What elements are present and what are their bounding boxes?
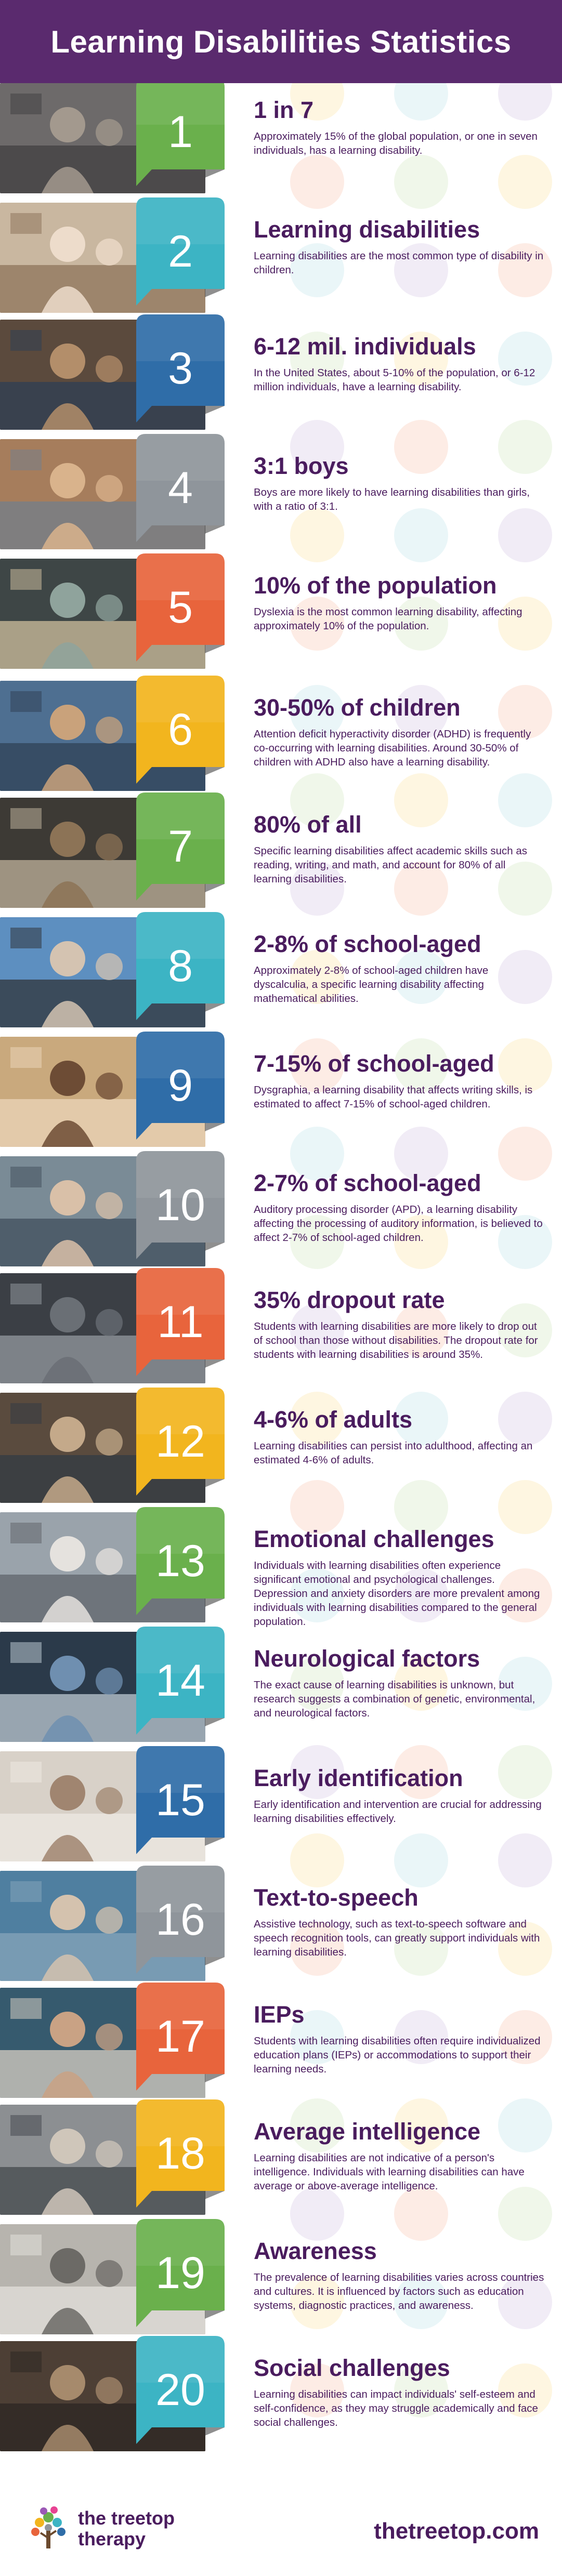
- page-header: [0, 0, 562, 83]
- stat-item: [0, 314, 562, 435]
- stat-item: [0, 1268, 562, 1389]
- badge-number: 17: [155, 2011, 205, 2062]
- stat-text: [254, 217, 544, 277]
- number-badge: [136, 676, 225, 784]
- stat-description: Auditory processing disorder (APD), a learning disability affecting the processing of auditory information, is believed to affect 2-7% of school-aged children.: [254, 1204, 543, 1244]
- number-badge: [136, 1032, 225, 1140]
- stat-title: 4-6% of adults: [254, 1406, 413, 1433]
- stat-text: [254, 1171, 544, 1245]
- number-badge: [136, 792, 225, 901]
- stat-description: The prevalence of learning disabilities varies across countries and cultures. It is influenced by factors such as education systems, diagnostic practices, and awareness.: [254, 2271, 544, 2312]
- stat-item: [0, 676, 562, 796]
- stat-title: 6-12 mil. individuals: [254, 333, 476, 360]
- brand-line-2: therapy: [78, 2528, 146, 2549]
- stat-text: [254, 932, 544, 1006]
- badge-number: 2: [168, 226, 193, 276]
- stat-text: [254, 1646, 544, 1720]
- stat-title: Text-to-speech: [254, 1884, 419, 1911]
- stat-description: Approximately 2-8% of school-aged children have dyscalculia, a specific learning disability affecting mathematical abilities.: [254, 965, 489, 1005]
- badge-number: 5: [168, 582, 193, 632]
- stat-item: [0, 912, 562, 1033]
- stat-title: 10% of the population: [254, 572, 497, 599]
- stat-title: Early identification: [254, 1765, 463, 1791]
- stat-text: [254, 2002, 544, 2076]
- number-badge: [136, 1268, 225, 1376]
- stat-title: 3:1 boys: [254, 453, 349, 479]
- badge-number: 15: [155, 1775, 205, 1825]
- brand-name: [78, 2508, 175, 2549]
- stat-item: [0, 792, 562, 913]
- badge-number: 10: [155, 1180, 205, 1230]
- stat-item: [0, 197, 562, 318]
- stat-text: [254, 2356, 544, 2429]
- stat-description: Individuals with learning disabilities often experience significant emotional and psychological challenges. Depression and anxiety disorders are more prevalent among individuals with learning disabilities compared to the general population.: [254, 1560, 540, 1628]
- number-badge: [136, 1507, 225, 1615]
- stat-description: Specific learning disabilities affect academic skills such as reading, writing, and math, and account for 80% of all learning disabilities.: [254, 845, 528, 886]
- badge-number: 6: [168, 704, 193, 755]
- page-title: Learning Disabilities Statistics: [50, 24, 512, 59]
- stat-description: Attention deficit hyperactivity disorder (ADHD) is frequently co-occurring with learning disabilities. Around 30-50% of children with ADHD also have a learning disability.: [254, 728, 531, 769]
- stat-item: [0, 2219, 562, 2340]
- stat-description: Dyslexia is the most common learning disability, affecting approximately 10% of the population.: [254, 606, 522, 632]
- badge-number: 13: [155, 1536, 205, 1586]
- stat-item: [0, 1507, 562, 1628]
- stat-text: [254, 98, 544, 157]
- stat-item: [0, 2336, 562, 2456]
- website-link[interactable]: thetreetop.com: [374, 2518, 539, 2544]
- stat-title: Neurological factors: [254, 1645, 480, 1672]
- number-badge: [136, 2219, 225, 2327]
- stat-title: Average intelligence: [254, 2118, 481, 2145]
- badge-number: 7: [168, 821, 193, 871]
- badge-number: 9: [168, 1060, 193, 1111]
- stat-title: 1 in 7: [254, 97, 314, 123]
- number-badge: [136, 2336, 225, 2444]
- stat-text: [254, 2239, 544, 2313]
- stat-description: Learning disabilities are not indicative of a person's intelligence. Individuals with learning disabilities can have average or above-average intelligence.: [254, 2152, 525, 2192]
- stat-text: [254, 1527, 544, 1629]
- badge-number: 4: [168, 463, 193, 513]
- badge-number: 20: [155, 2364, 205, 2415]
- tree-logo-icon: [25, 2502, 72, 2554]
- stat-title: Social challenges: [254, 2355, 450, 2381]
- stat-text: [254, 1885, 544, 1959]
- number-badge: [136, 434, 225, 542]
- stat-text: [254, 1407, 544, 1467]
- number-badge: [136, 1866, 225, 1974]
- stat-item: [0, 2099, 562, 2220]
- stat-item: [0, 1032, 562, 1152]
- number-badge: [136, 1388, 225, 1496]
- stat-title: Learning disabilities: [254, 216, 480, 243]
- stat-item: [0, 434, 562, 554]
- number-badge: [136, 1627, 225, 1735]
- stat-description: In the United States, about 5-10% of the population, or 6-12 million individuals, have a learning disability.: [254, 367, 535, 393]
- stat-item: [0, 1746, 562, 1867]
- stat-text: [254, 695, 544, 769]
- number-badge: [136, 553, 225, 662]
- stat-text: [254, 812, 544, 886]
- stat-title: 35% dropout rate: [254, 1287, 445, 1313]
- stat-description: Students with learning disabilities often require individualized education plans (IEPs) or accommodations to support their learning needs.: [254, 2035, 541, 2076]
- stat-description: Learning disabilities can impact individuals' self-esteem and self-confidence, as they may struggle academically and face social challenges.: [254, 2388, 538, 2429]
- stat-item: [0, 1983, 562, 2103]
- number-badge: [136, 1746, 225, 1854]
- stat-title: Awareness: [254, 2238, 377, 2264]
- stat-title: Emotional challenges: [254, 1526, 494, 1552]
- stat-item: [0, 78, 562, 199]
- number-badge: [136, 912, 225, 1020]
- badge-number: 18: [155, 2128, 205, 2178]
- stat-item: [0, 1866, 562, 1986]
- badge-number: 11: [157, 1297, 204, 1347]
- badge-number: 12: [155, 1416, 205, 1467]
- number-badge: [136, 1151, 225, 1259]
- stat-description: Dysgraphia, a learning disability that affects writing skills, is estimated to affect 7-15% of school-aged children.: [254, 1084, 533, 1111]
- stat-title: 80% of all: [254, 811, 362, 838]
- stat-description: Assistive technology, such as text-to-speech software and speech recognition tools, can greatly support individuals with learning disabilities.: [254, 1918, 540, 1959]
- stat-description: Early identification and intervention are crucial for addressing learning disabilities effectively.: [254, 1799, 542, 1825]
- stat-text: [254, 334, 544, 394]
- number-badge: [136, 1983, 225, 2091]
- badge-number: 14: [155, 1655, 205, 1706]
- badge-number: 1: [168, 107, 193, 157]
- stat-text: [254, 573, 544, 633]
- stat-text: [254, 454, 544, 513]
- number-badge: [136, 2099, 225, 2208]
- stat-description: The exact cause of learning disabilities is unknown, but research suggests a combination of genetic, environmental, and neurological factors.: [254, 1679, 535, 1720]
- badge-number: 19: [155, 2248, 205, 2298]
- stat-description: Learning disabilities are the most common type of disability in children.: [254, 250, 544, 276]
- stat-item: [0, 1388, 562, 1508]
- stat-text: [254, 2119, 544, 2193]
- stat-description: Approximately 15% of the global population, or one in seven individuals, has a learning disability.: [254, 130, 538, 157]
- badge-number: 16: [155, 1894, 205, 1945]
- number-badge: [136, 197, 225, 306]
- stat-text: [254, 1051, 544, 1111]
- stat-description: Students with learning disabilities are more likely to drop out of school than those without disabilities. The dropout rate for students with learning disabilities is around 35%.: [254, 1320, 538, 1361]
- stat-item: [0, 1151, 562, 1272]
- stat-description: Boys are more likely to have learning disabilities than girls, with a ratio of 3:1.: [254, 486, 530, 513]
- stat-item: [0, 1627, 562, 1747]
- stat-title: 7-15% of school-aged: [254, 1050, 494, 1077]
- number-badge: [136, 78, 225, 186]
- stat-title: 30-50% of children: [254, 694, 461, 721]
- stat-title: 2-7% of school-aged: [254, 1170, 481, 1196]
- number-badge: [136, 314, 225, 422]
- stat-item: [0, 553, 562, 674]
- stat-text: [254, 1766, 544, 1826]
- badge-number: 8: [168, 941, 193, 991]
- badge-number: 3: [168, 343, 193, 393]
- stat-description: Learning disabilities can persist into adulthood, affecting an estimated 4-6% of adults.: [254, 1440, 533, 1467]
- stat-title: 2-8% of school-aged: [254, 931, 481, 957]
- stat-title: IEPs: [254, 2001, 305, 2028]
- brand-line-1: the treetop: [78, 2507, 175, 2529]
- page-footer: [0, 2480, 562, 2576]
- stat-text: [254, 1288, 544, 1362]
